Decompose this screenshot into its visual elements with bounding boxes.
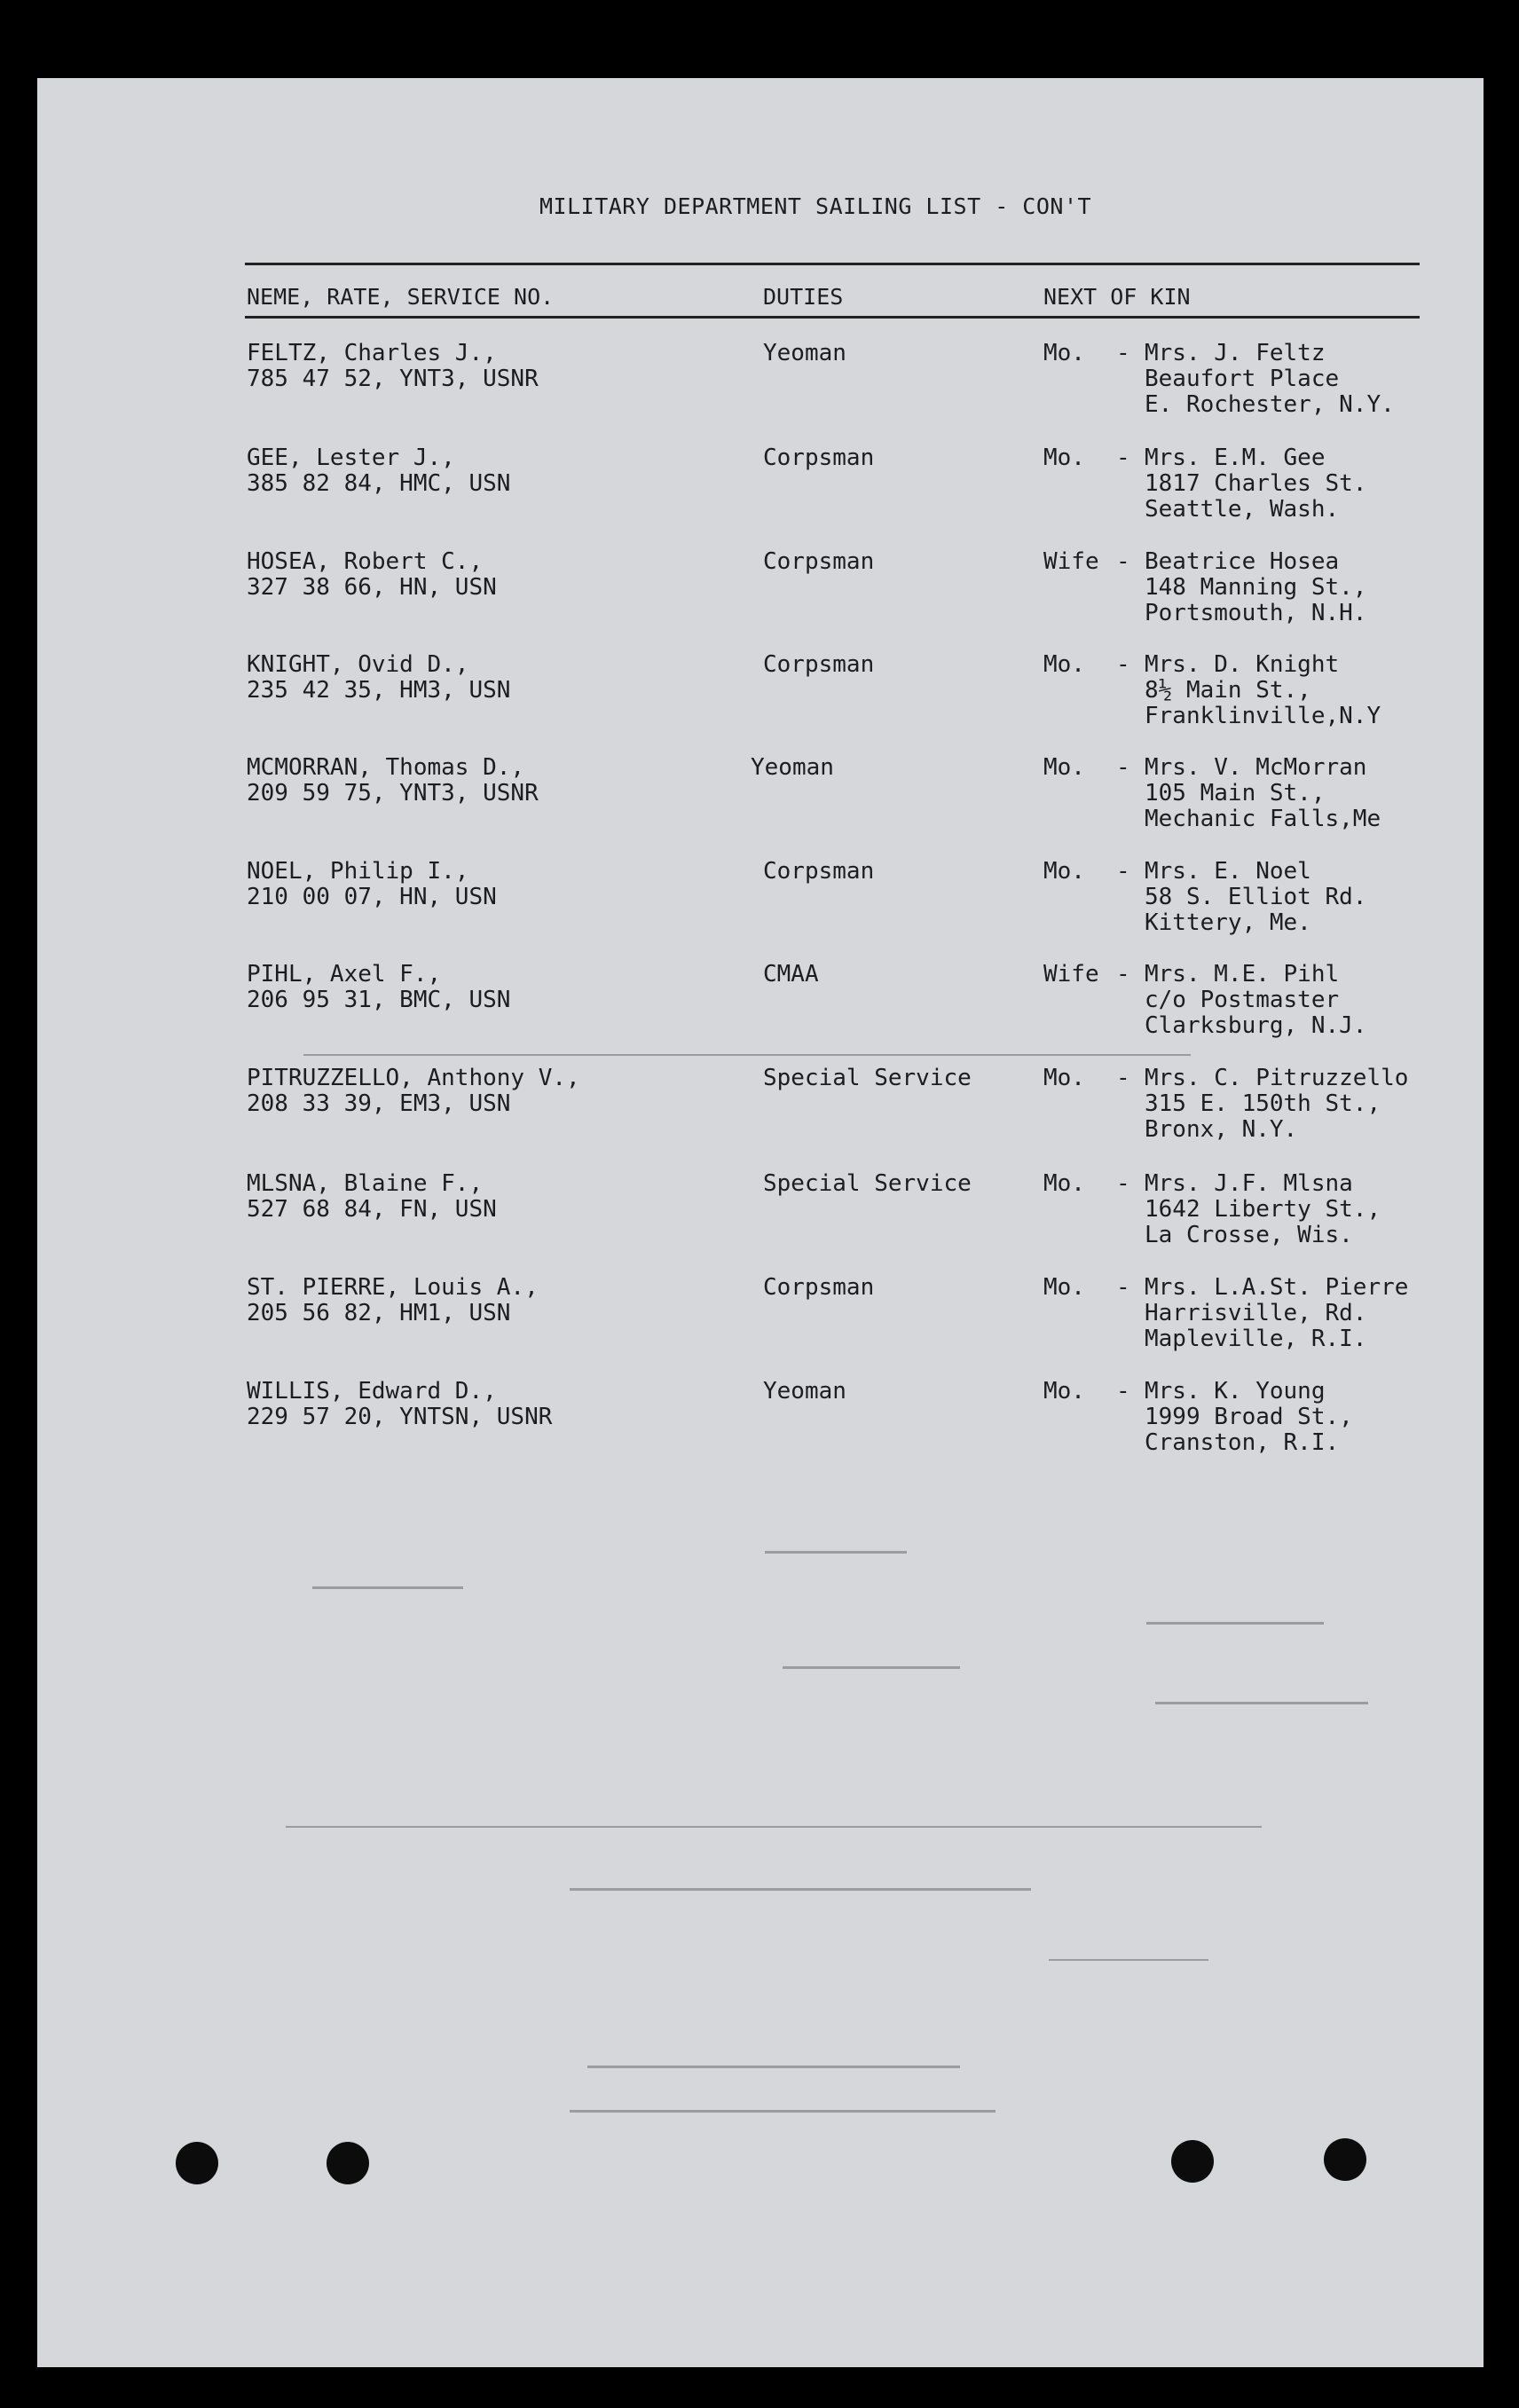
column-header-row [37, 284, 1484, 312]
kin-line: Kittery, Me. [1145, 909, 1311, 936]
kin-line: 1642 Liberty St., [1145, 1196, 1381, 1223]
kin-line: Beatrice Hosea [1145, 548, 1340, 575]
entry-duty: Yeoman [763, 1378, 846, 1405]
entry-dash: - [1116, 1274, 1130, 1301]
kin-line: 1817 Charles St. [1145, 470, 1367, 497]
kin-line: Seattle, Wash. [1145, 496, 1340, 523]
kin-line: Clarksburg, N.J. [1145, 1012, 1367, 1039]
entry-service-line: 229 57 20, YNTSN, USNR [247, 1404, 553, 1430]
bleed-through-mark [587, 2066, 960, 2068]
list-item [37, 755, 1484, 844]
kin-line: Beaufort Place [1145, 366, 1340, 392]
entry-kin [1145, 859, 1366, 936]
entry-kin [1145, 1275, 1408, 1352]
entry-name [247, 1066, 580, 1117]
document-page [37, 78, 1484, 2367]
kin-line: Mrs. M.E. Pihl [1145, 961, 1340, 988]
entry-service-line: 785 47 52, YNT3, USNR [247, 366, 539, 392]
list-item [37, 962, 1484, 1051]
entry-relation: Mo. [1043, 1170, 1085, 1197]
bleed-through-mark [1049, 1959, 1208, 1961]
entry-duty: CMAA [763, 961, 819, 988]
entry-name [247, 652, 510, 704]
entry-name [247, 859, 497, 910]
entry-name [247, 962, 510, 1013]
kin-line: Mrs. C. Pitruzzello [1145, 1065, 1409, 1091]
entry-name-line: MLSNA, Blaine F., [247, 1170, 484, 1197]
entry-service-line: 385 82 84, HMC, USN [247, 470, 511, 497]
header-rule [245, 316, 1420, 319]
entry-relation: Mo. [1043, 445, 1085, 471]
kin-line: Mrs. J. Feltz [1145, 340, 1326, 366]
entry-duty: Corpsman [763, 651, 875, 678]
punch-hole [176, 2142, 218, 2184]
entry-duty: Special Service [763, 1065, 972, 1091]
kin-line: Cranston, R.I. [1145, 1429, 1340, 1456]
entry-name-line: KNIGHT, Ovid D., [247, 651, 469, 678]
entry-duty: Yeoman [763, 340, 846, 366]
kin-line: 148 Manning St., [1145, 574, 1367, 601]
kin-line: Mrs. E. Noel [1145, 858, 1311, 885]
kin-line: Mrs. D. Knight [1145, 651, 1340, 678]
kin-line: Mrs. J.F. Mlsna [1145, 1170, 1353, 1197]
list-item [37, 445, 1484, 534]
kin-line: Mrs. E.M. Gee [1145, 445, 1326, 471]
header-name: NEME, RATE, SERVICE NO. [247, 284, 555, 310]
entry-kin [1145, 1379, 1353, 1456]
entry-name [247, 1379, 552, 1430]
entry-duty: Yeoman [751, 754, 834, 781]
entry-duty: Special Service [763, 1170, 972, 1197]
kin-line: Mrs. K. Young [1145, 1378, 1326, 1405]
bleed-through-mark [783, 1666, 960, 1669]
kin-line: 105 Main St., [1145, 780, 1326, 807]
entry-name-line: FELTZ, Charles J., [247, 340, 497, 366]
bleed-through-mark [303, 1054, 1191, 1056]
punch-hole [1171, 2140, 1214, 2183]
entry-service-line: 209 59 75, YNT3, USNR [247, 780, 539, 807]
bleed-through-mark [312, 1586, 463, 1589]
entry-relation: Mo. [1043, 858, 1085, 885]
entry-kin [1145, 755, 1381, 832]
entry-relation: Mo. [1043, 1065, 1085, 1091]
header-next-of-kin: NEXT OF KIN [1043, 284, 1191, 310]
entry-name [247, 445, 510, 497]
entry-dash: - [1116, 1065, 1130, 1091]
bleed-through-mark [1146, 1622, 1324, 1625]
kin-line: c/o Postmaster [1145, 987, 1340, 1013]
list-item [37, 1066, 1484, 1154]
entry-dash: - [1116, 754, 1130, 781]
top-rule [245, 263, 1420, 265]
bleed-through-mark [570, 1888, 1031, 1891]
entry-name [247, 1171, 497, 1223]
entry-name [247, 755, 539, 807]
bleed-through-mark [765, 1551, 907, 1554]
bleed-through-mark [286, 1826, 1262, 1828]
entry-dash: - [1116, 1378, 1130, 1405]
entry-name-line: WILLIS, Edward D., [247, 1378, 497, 1405]
list-item [37, 1379, 1484, 1468]
entry-relation: Mo. [1043, 1274, 1085, 1301]
bleed-through-mark [570, 2110, 996, 2113]
entry-name-line: HOSEA, Robert C., [247, 548, 484, 575]
entry-dash: - [1116, 961, 1130, 988]
entry-dash: - [1116, 548, 1130, 575]
entry-service-line: 205 56 82, HM1, USN [247, 1300, 511, 1326]
entry-duty: Corpsman [763, 445, 875, 471]
entry-relation: Wife [1043, 548, 1099, 575]
entry-name-line: MCMORRAN, Thomas D., [247, 754, 525, 781]
entry-name-line: ST. PIERRE, Louis A., [247, 1274, 539, 1301]
kin-line: 8½ Main St., [1145, 677, 1311, 704]
entry-relation: Mo. [1043, 340, 1085, 366]
entry-dash: - [1116, 651, 1130, 678]
kin-line: Mrs. V. McMorran [1145, 754, 1367, 781]
entry-kin [1145, 1171, 1381, 1248]
list-item [37, 341, 1484, 429]
entry-service-line: 206 95 31, BMC, USN [247, 987, 511, 1013]
entry-service-line: 327 38 66, HN, USN [247, 574, 497, 601]
entry-service-line: 208 33 39, EM3, USN [247, 1090, 511, 1117]
entry-dash: - [1116, 858, 1130, 885]
entry-duty: Corpsman [763, 548, 875, 575]
list-item [37, 652, 1484, 741]
kin-line: Bronx, N.Y. [1145, 1116, 1298, 1143]
entry-service-line: 527 68 84, FN, USN [247, 1196, 497, 1223]
entry-kin [1145, 445, 1366, 523]
entry-service-line: 210 00 07, HN, USN [247, 884, 497, 910]
list-item [37, 859, 1484, 948]
entry-relation: Mo. [1043, 651, 1085, 678]
kin-line: Mrs. L.A.St. Pierre [1145, 1274, 1409, 1301]
punch-hole [1324, 2138, 1366, 2181]
entry-duty: Corpsman [763, 1274, 875, 1301]
kin-line: Harrisville, Rd. [1145, 1300, 1367, 1326]
kin-line: Franklinville,N.Y [1145, 703, 1381, 729]
entry-kin [1145, 652, 1381, 729]
kin-line: E. Rochester, N.Y. [1145, 391, 1395, 418]
entry-name-line: NOEL, Philip I., [247, 858, 469, 885]
entry-name-line: PIHL, Axel F., [247, 961, 442, 988]
kin-line: 1999 Broad St., [1145, 1404, 1353, 1430]
entry-kin [1145, 549, 1366, 626]
entry-relation: Mo. [1043, 1378, 1085, 1405]
entry-dash: - [1116, 1170, 1130, 1197]
kin-line: Mapleville, R.I. [1145, 1326, 1367, 1352]
list-item [37, 549, 1484, 638]
entry-kin [1145, 1066, 1408, 1143]
kin-line: Portsmouth, N.H. [1145, 600, 1367, 626]
kin-line: 58 S. Elliot Rd. [1145, 884, 1367, 910]
entry-kin [1145, 962, 1366, 1039]
entry-name [247, 1275, 539, 1326]
punch-hole [327, 2142, 369, 2184]
entry-name [247, 341, 539, 392]
kin-line: Mechanic Falls,Me [1145, 806, 1381, 832]
entry-dash: - [1116, 445, 1130, 471]
entry-name-line: GEE, Lester J., [247, 445, 455, 471]
entry-service-line: 235 42 35, HM3, USN [247, 677, 511, 704]
entry-name [247, 549, 497, 601]
list-item [37, 1171, 1484, 1260]
page-title: MILITARY DEPARTMENT SAILING LIST - CON'T [539, 193, 1092, 219]
entry-duty: Corpsman [763, 858, 875, 885]
entry-name-line: PITRUZZELLO, Anthony V., [247, 1065, 580, 1091]
kin-line: 315 E. 150th St., [1145, 1090, 1381, 1117]
list-item [37, 1275, 1484, 1364]
entry-relation: Mo. [1043, 754, 1085, 781]
entry-kin [1145, 341, 1395, 418]
entry-relation: Wife [1043, 961, 1099, 988]
entry-dash: - [1116, 340, 1130, 366]
header-duties: DUTIES [763, 284, 844, 310]
kin-line: La Crosse, Wis. [1145, 1222, 1353, 1248]
bleed-through-mark [1155, 1702, 1368, 1704]
